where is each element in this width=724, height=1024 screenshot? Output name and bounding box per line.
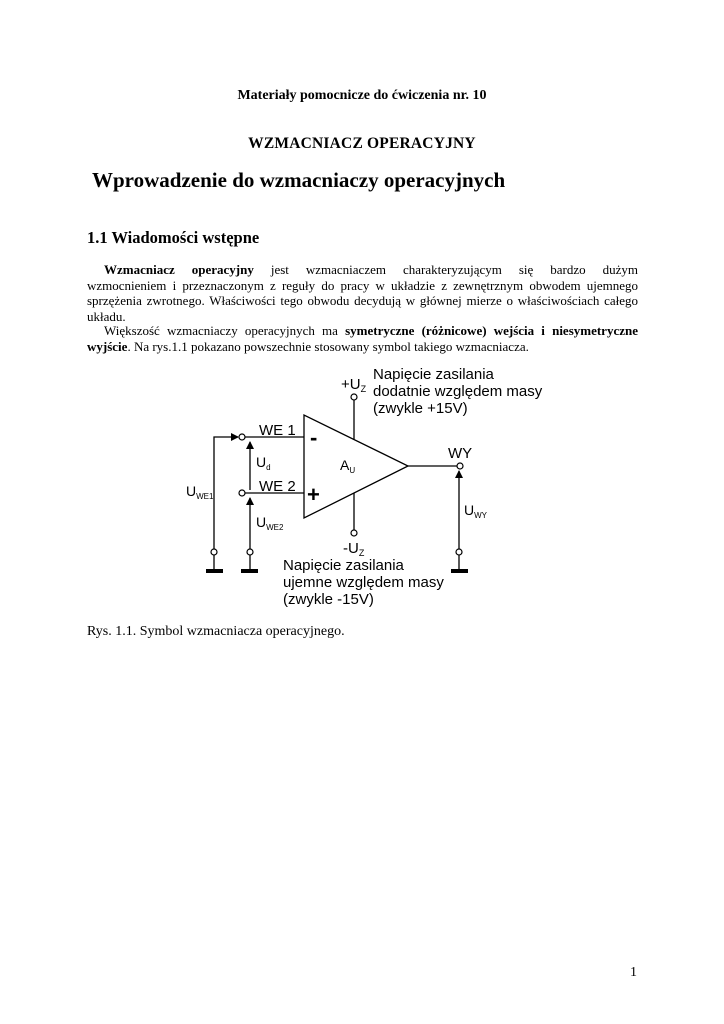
bold-term: wyjście [87,338,128,354]
supply-pos-desc-2: dodatnie względem masy [373,383,543,400]
input1-label: WE 1 [259,422,296,439]
terminal-uwy-bottom [456,549,462,555]
ground-symbol-uwe1 [206,569,223,573]
minus-sign: - [310,425,318,450]
ground-symbol-uwe2 [241,569,258,573]
paragraph-line: układu. [87,308,126,324]
paragraph-line [87,339,638,355]
document-subtitle: Materiały pomocnicze do ćwiczenia nr. 10 [237,88,487,103]
paragraph-inputs [87,323,638,354]
text-run: jest wzmacniaczem charakteryzującym się bardzo dużym [270,262,638,277]
supply-neg-desc-2: ujemne względem masy [283,574,444,591]
bold-term: Wzmacniacz operacyjny [104,262,254,277]
ud-label: $U_d$ [256,454,271,472]
plus-sign: + [307,482,320,507]
output-label: WY [448,445,473,462]
page-number: 1 [630,965,637,980]
gain-label: $A_U$ [340,457,356,475]
supply-neg-desc-3: (zwykle -15V) [283,591,374,608]
supply-pos-label: $+U_Z$ [341,376,367,394]
opamp-diagram [170,360,550,610]
paragraph-intro [87,262,638,324]
text-run: Większość wzmacniaczy operacyjnych ma [104,323,338,338]
terminal-input1 [239,434,245,440]
figure-caption: Rys. 1.1. Symbol wzmacniacza operacyjnego. [87,624,345,639]
uwe2-label: $U_{WE2}$ [256,514,284,532]
terminal-uwe2-bottom [247,549,253,555]
bold-term: symetryczne (różnicowe) wejścia i niesymetryczne [345,323,638,338]
paragraph-line [87,262,638,278]
text-run: . Na rys.1.1 pokazano powszechnie stosowany symbol takiego wzmacniacza. [127,338,529,354]
uwe1-label: $U_{WE1}$ [186,483,214,501]
section-heading: 1.1 Wiadomości wstępne [87,228,260,247]
terminal-supply-pos [351,394,357,400]
supply-pos-desc-1: Napięcie zasilania [373,366,494,383]
terminal-input2 [239,490,245,496]
paragraph-line [87,323,638,339]
terminal-supply-neg [351,530,357,536]
main-heading: Wprowadzenie do wzmacniaczy operacyjnych [92,168,506,192]
input2-label: WE 2 [259,478,296,495]
supply-neg-desc-1: Napięcie zasilania [283,557,404,574]
supply-pos-desc-3: (zwykle +15V) [373,400,468,417]
ground-symbol-uwy [451,569,468,573]
supply-neg-label: $-U_Z$ [343,540,365,558]
terminal-uwe1-bottom [211,549,217,555]
uwe1-arrow [214,437,238,550]
terminal-output [457,463,463,469]
document-title: WZMACNIACZ OPERACYJNY [248,135,476,152]
paragraph-line: sprzężenia zwrotnego. Właściwości tego obwodu decydują w głównej mierze o właściwościach całego [87,293,638,308]
paragraph-line: wzmocnieniem i przeznaczonym z reguły do pracy w układzie z zewnętrznym obwodem ujemnego [87,277,638,293]
uwy-label: $U_{WY}$ [464,502,488,520]
